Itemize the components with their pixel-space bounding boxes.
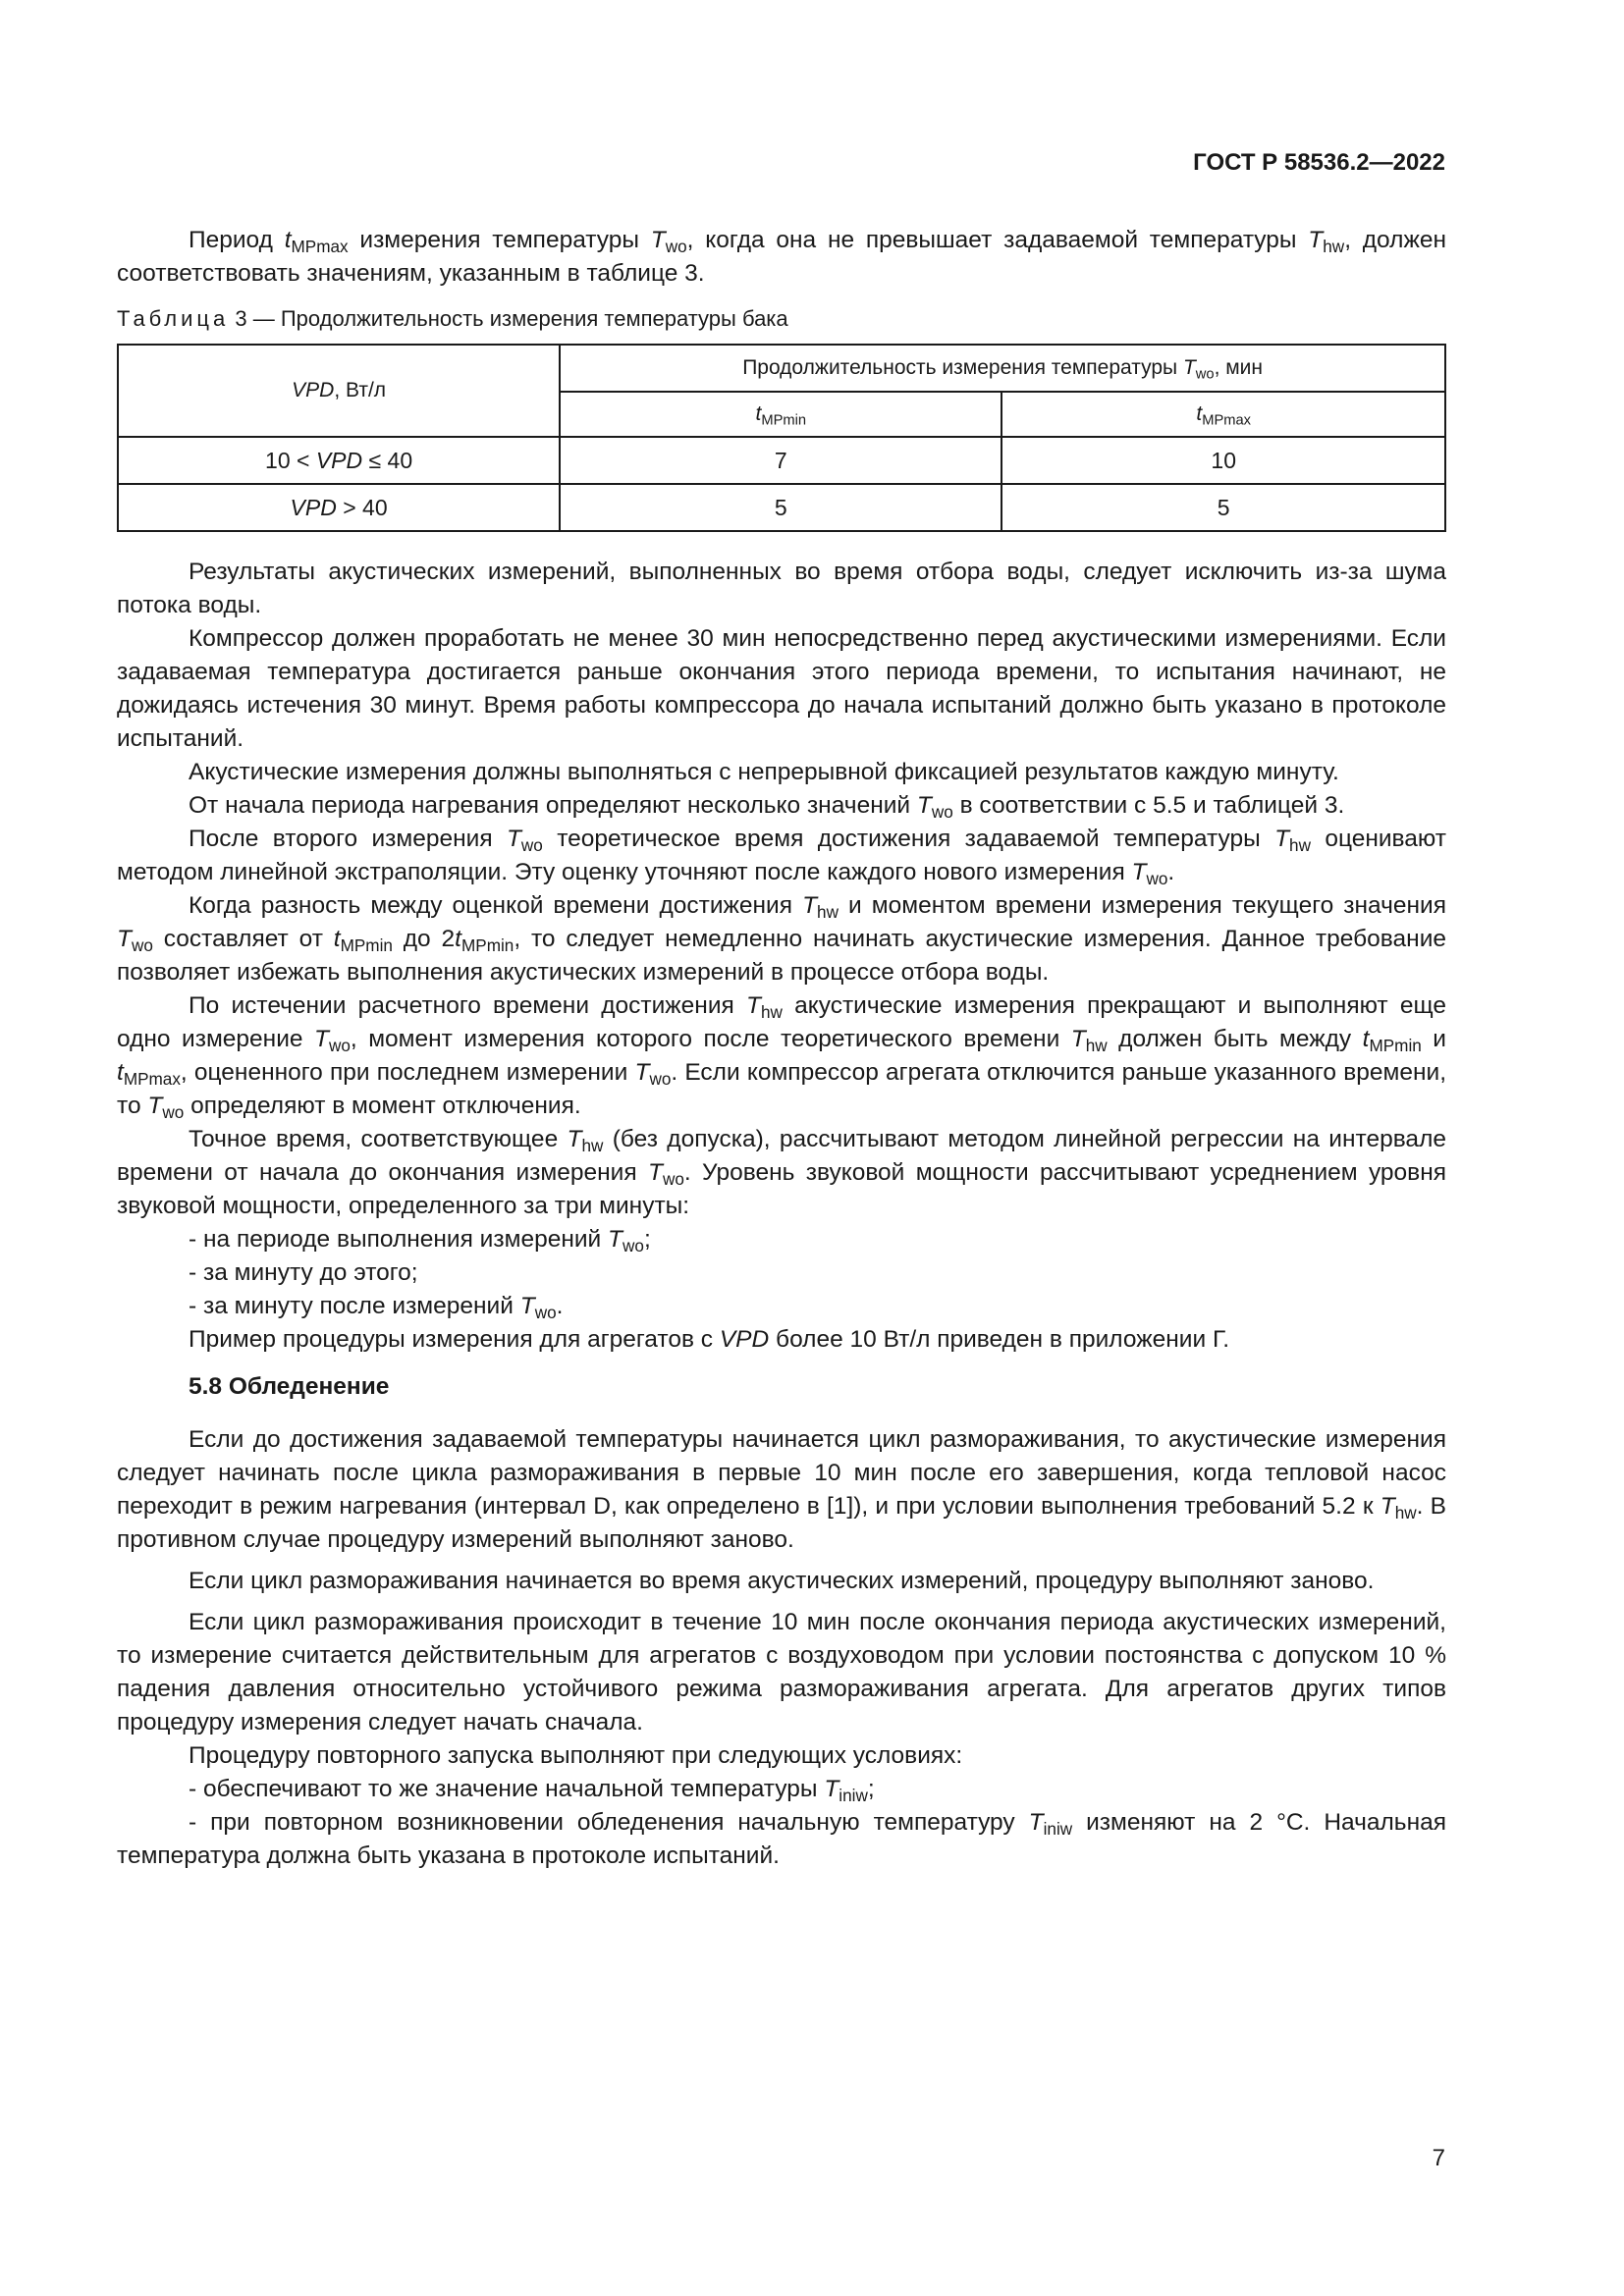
table-row bbox=[118, 437, 1445, 484]
page-number: 7 bbox=[1432, 2145, 1445, 2171]
paragraph-defrost-after: Если цикл размораживания происходит в течение 10 мин после окончания периода акустических измерений, то измерение считается действительным для агрегатов с воздуховодом при условии постоянства с допуском 10 % падения давления относительно устойчивого режима размораживания агрегата. Для агрегатов других типов процедуру измерения следует начать сначала. bbox=[117, 1609, 1446, 1735]
paragraph-defrost-during: Если цикл размораживания начинается во время акустических измерений, процедуру выполняют заново. bbox=[189, 1568, 1375, 1594]
table-caption: Таблица 3 — Продолжительность измерения температуры бака bbox=[117, 306, 788, 331]
paragraph-start-measurement: Когда разность между оценкой времени достижения $T_{hw}$ и моментом времени измерения текущего значения $T_{wo}$ составляет от $t_{MPmin}$ до $2t_{MPmin}$, то следует немедленно начинать акустические измерения. Данное требование позволяет избежать выполнения акустических измерений в процессе отбора воды. bbox=[117, 892, 1447, 986]
cell-t-mpmin: 7 bbox=[560, 437, 1001, 484]
paragraph-compressor: Компрессор должен проработать не менее 30 мин непосредственно перед акустическими измерениями. Если задаваемая температура достигается раньше окончания этого периода времени, то испытания начинают, не дожидаясь истечения 30 минут. Время работы компрессора до начала испытаний должно быть указано в протоколе испытаний. bbox=[117, 625, 1446, 752]
cell-t-mpmax: 10 bbox=[1001, 437, 1445, 484]
cell-vpd: 10 < VPD ≤ 40 bbox=[118, 437, 560, 484]
header-t-mpmin: $t_{MPmin}$ bbox=[560, 392, 1001, 437]
paragraph-heating-start: От начала периода нагревания определяют несколько значений $T_{wo}$ в соответствии с 5.5 и таблицей 3. bbox=[189, 792, 1345, 823]
list-item: - на периоде выполнения измерений $T_{wo}$; bbox=[189, 1226, 651, 1256]
list-item: - при повторном возникновении обледенения начальную температуру $T_{iniw}$ изменяют на 2 °С. Начальная температура должна быть указана в протоколе испытаний. bbox=[117, 1809, 1446, 1869]
list-item: - обеспечивают то же значение начальной температуры $T_{iniw}$; bbox=[189, 1776, 875, 1806]
paragraph-continuous-recording: Акустические измерения должны выполняться с непрерывной фиксацией результатов каждую минуту. bbox=[189, 759, 1339, 785]
list-item: - за минуту после измерений $T_{wo}$. bbox=[189, 1293, 564, 1323]
cell-t-mpmax: 5 bbox=[1001, 484, 1445, 531]
header-t-mpmax: $t_{MPmax}$ bbox=[1001, 392, 1445, 437]
paragraph-extrapolation: После второго измерения $T_{wo}$ теоретическое время достижения задаваемой температуры $T_{hw}$ оценивают методом линейной экстраполяции. Эту оценку уточняют после каждого нового измерения $T_{wo}$. bbox=[117, 826, 1446, 889]
list-item: - за минуту до этого; bbox=[189, 1259, 418, 1286]
section-heading: 5.8 Обледенение bbox=[189, 1373, 390, 1400]
paragraph-restart-conditions: Процедуру повторного запуска выполняют при следующих условиях: bbox=[189, 1742, 963, 1769]
intro-paragraph: Период $t_{MPmax}$ измерения температуры $T_{wo}$, когда она не превышает задаваемой температуры $T_{hw}$, должен соответствовать значениям, указанным в таблице 3. bbox=[117, 227, 1446, 287]
cell-t-mpmin: 5 bbox=[560, 484, 1001, 531]
table-row bbox=[118, 484, 1445, 531]
paragraph-water-noise: Результаты акустических измерений, выполненных во время отбора воды, следует исключить из-за шума потока воды. bbox=[117, 559, 1446, 618]
header-vpd: VPD, Вт/л bbox=[118, 345, 560, 437]
standard-code: ГОСТ Р 58536.2—2022 bbox=[1193, 149, 1445, 176]
paragraph-example: Пример процедуры измерения для агрегатов с VPD более 10 Вт/л приведен в приложении Г. bbox=[189, 1326, 1230, 1353]
paragraph-regression: Точное время, соответствующее $T_{hw}$ (без допуска), рассчитывают методом линейной регрессии на интервале времени от начала до окончания измерения $T_{wo}$. Уровень звуковой мощности рассчитывают усреднением уровня звуковой мощности, определенного за три минуты: bbox=[117, 1126, 1446, 1219]
paragraph-defrost-before: Если до достижения задаваемой температуры начинается цикл размораживания, то акустические измерения следует начинать после цикла размораживания в первые 10 мин после его завершения, когда тепловой насос переходит в режим нагревания (интервал D, как определено в [1]), и при условии выполнения требований 5.2 к $T_{hw}$. В противном случае процедуру измерений выполняют заново. bbox=[117, 1426, 1446, 1553]
cell-vpd: VPD > 40 bbox=[118, 484, 560, 531]
duration-table bbox=[117, 344, 1446, 532]
header-duration: Продолжительность измерения температуры $T_{wo}$, мин bbox=[560, 345, 1445, 392]
paragraph-stop-measurement: По истечении расчетного времени достижения $T_{hw}$ акустические измерения прекращают и выполняют еще одно измерение $T_{wo}$, момент измерения которого после теоретического времени $T_{hw}$ должен быть между $t_{MPmin}$ и $t_{MPmax}$, оцененного при последнем измерении $T_{wo}$. Если компрессор агрегата отключится раньше указанного времени, то $T_{wo}$ определяют в момент отключения. bbox=[117, 992, 1447, 1123]
document-body bbox=[117, 224, 1446, 1873]
